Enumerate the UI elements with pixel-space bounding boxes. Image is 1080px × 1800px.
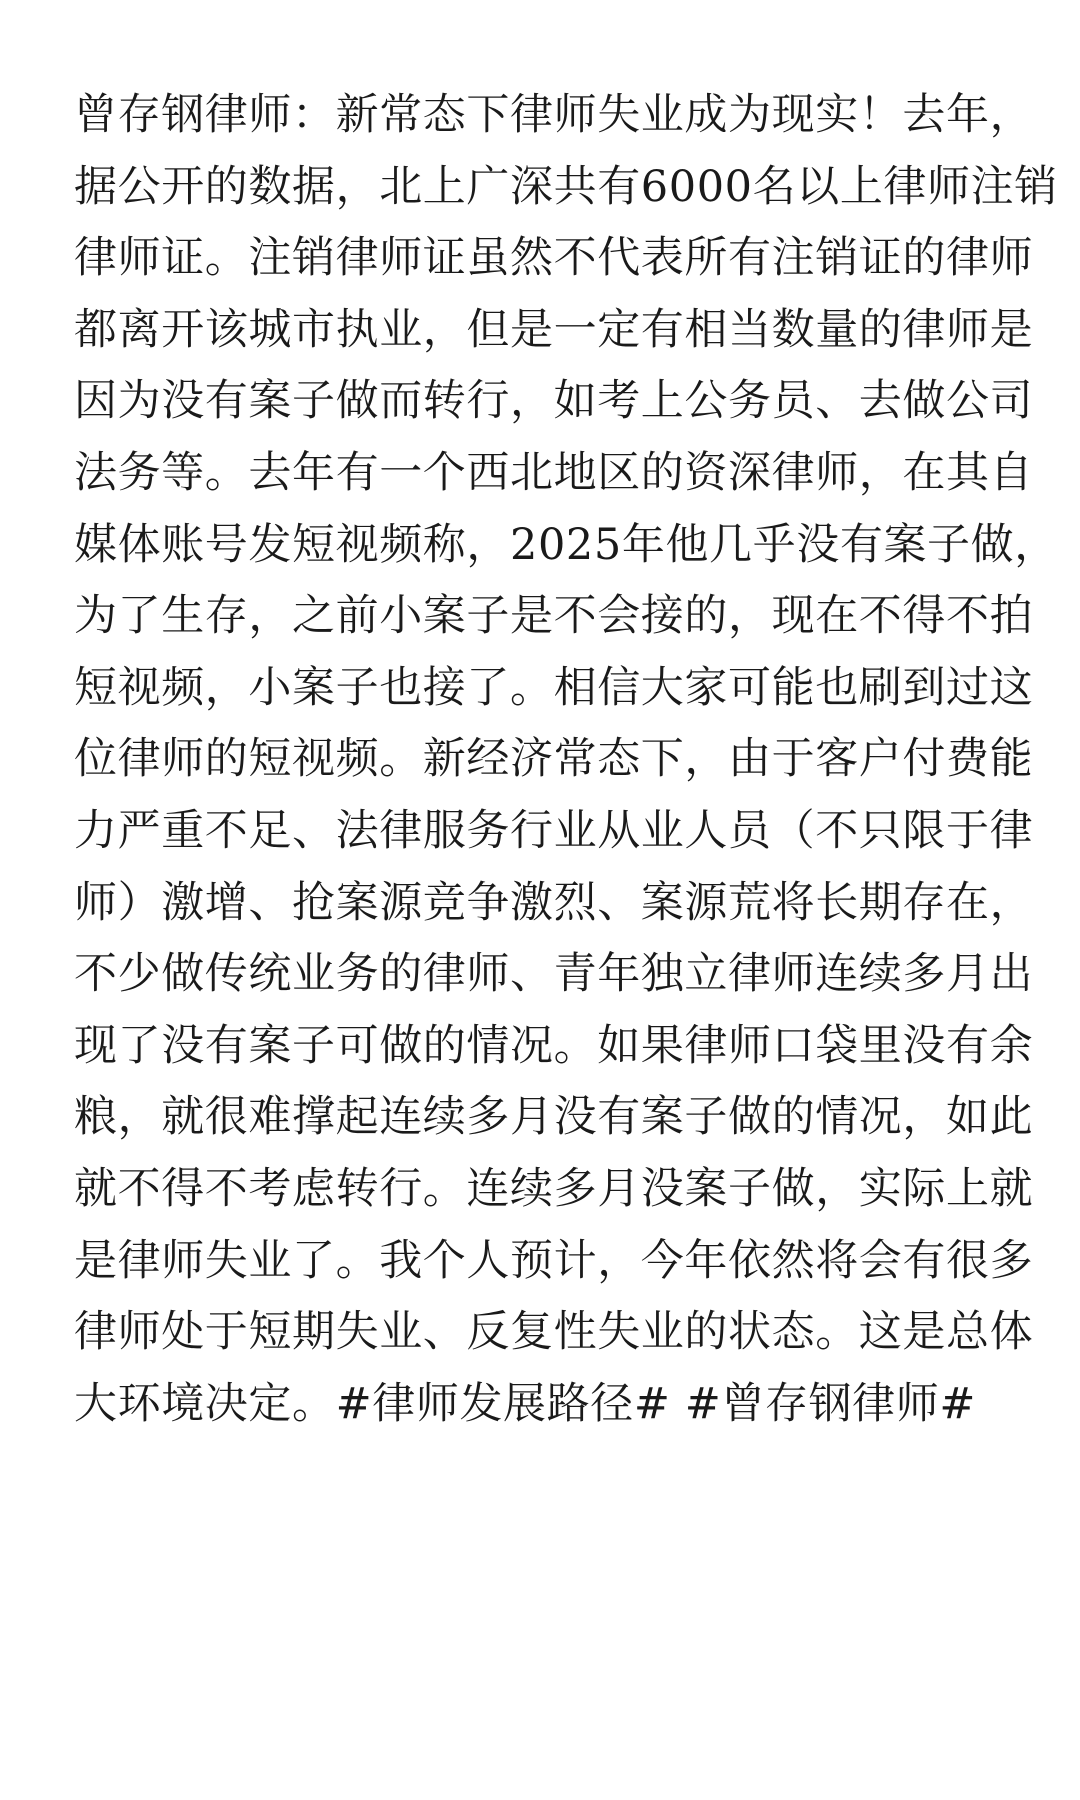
post-line: 都离开该城市执业，但是一定有相当数量的律师是: [74, 304, 1034, 355]
post-line: 位律师的短视频。新经济常态下，由于客户付费能: [74, 734, 1034, 785]
post-line: 师）激增、抢案源竞争激烈、案源荒将长期存在，: [74, 877, 1034, 928]
post-line: 律师处于短期失业、反复性失业的状态。这是总体: [74, 1307, 1034, 1358]
post-line: 因为没有案子做而转行，如考上公务员、去做公司: [74, 376, 1034, 427]
post-line: 律师证。注销律师证虽然不代表所有注销证的律师: [74, 233, 1034, 284]
post-line: 是律师失业了。我个人预计，今年依然将会有很多: [74, 1235, 1034, 1286]
hashtag-lawyer-zeng-cungang[interactable]: #曾存钢律师#: [684, 1378, 977, 1429]
post-line: 不少做传统业务的律师、青年独立律师连续多月出: [74, 949, 1034, 1000]
post-line: 据公开的数据，北上广深共有6000名以上律师注销: [74, 161, 1058, 212]
post-line: 媒体账号发短视频称，2025年他几乎没有案子做，: [74, 519, 1058, 570]
post-line: 现了没有案子可做的情况。如果律师口袋里没有余: [74, 1020, 1034, 1071]
post-line: 曾存钢律师：新常态下律师失业成为现实！去年，: [74, 90, 1034, 140]
post-line: 力严重不足、法律服务行业从业人员（不只限于律: [74, 805, 1034, 856]
post-line: 就不得不考虑转行。连续多月没案子做，实际上就: [74, 1163, 1034, 1214]
hashtag-lawyer-development-path[interactable]: #律师发展路径#: [335, 1378, 671, 1429]
post-line: 法务等。去年有一个西北地区的资深律师，在其自: [74, 447, 1034, 498]
post-line: 短视频，小案子也接了。相信大家可能也刷到过这: [74, 662, 1034, 713]
post-line-text: 大环境决定。: [74, 1378, 336, 1429]
post-body: [74, 80, 1058, 1440]
post-line: 粮，就很难撑起连续多月没有案子做的情况，如此: [74, 1092, 1034, 1143]
post-line: 为了生存，之前小案子是不会接的，现在不得不拍: [74, 591, 1034, 642]
post-last-line: [74, 1369, 1009, 1441]
